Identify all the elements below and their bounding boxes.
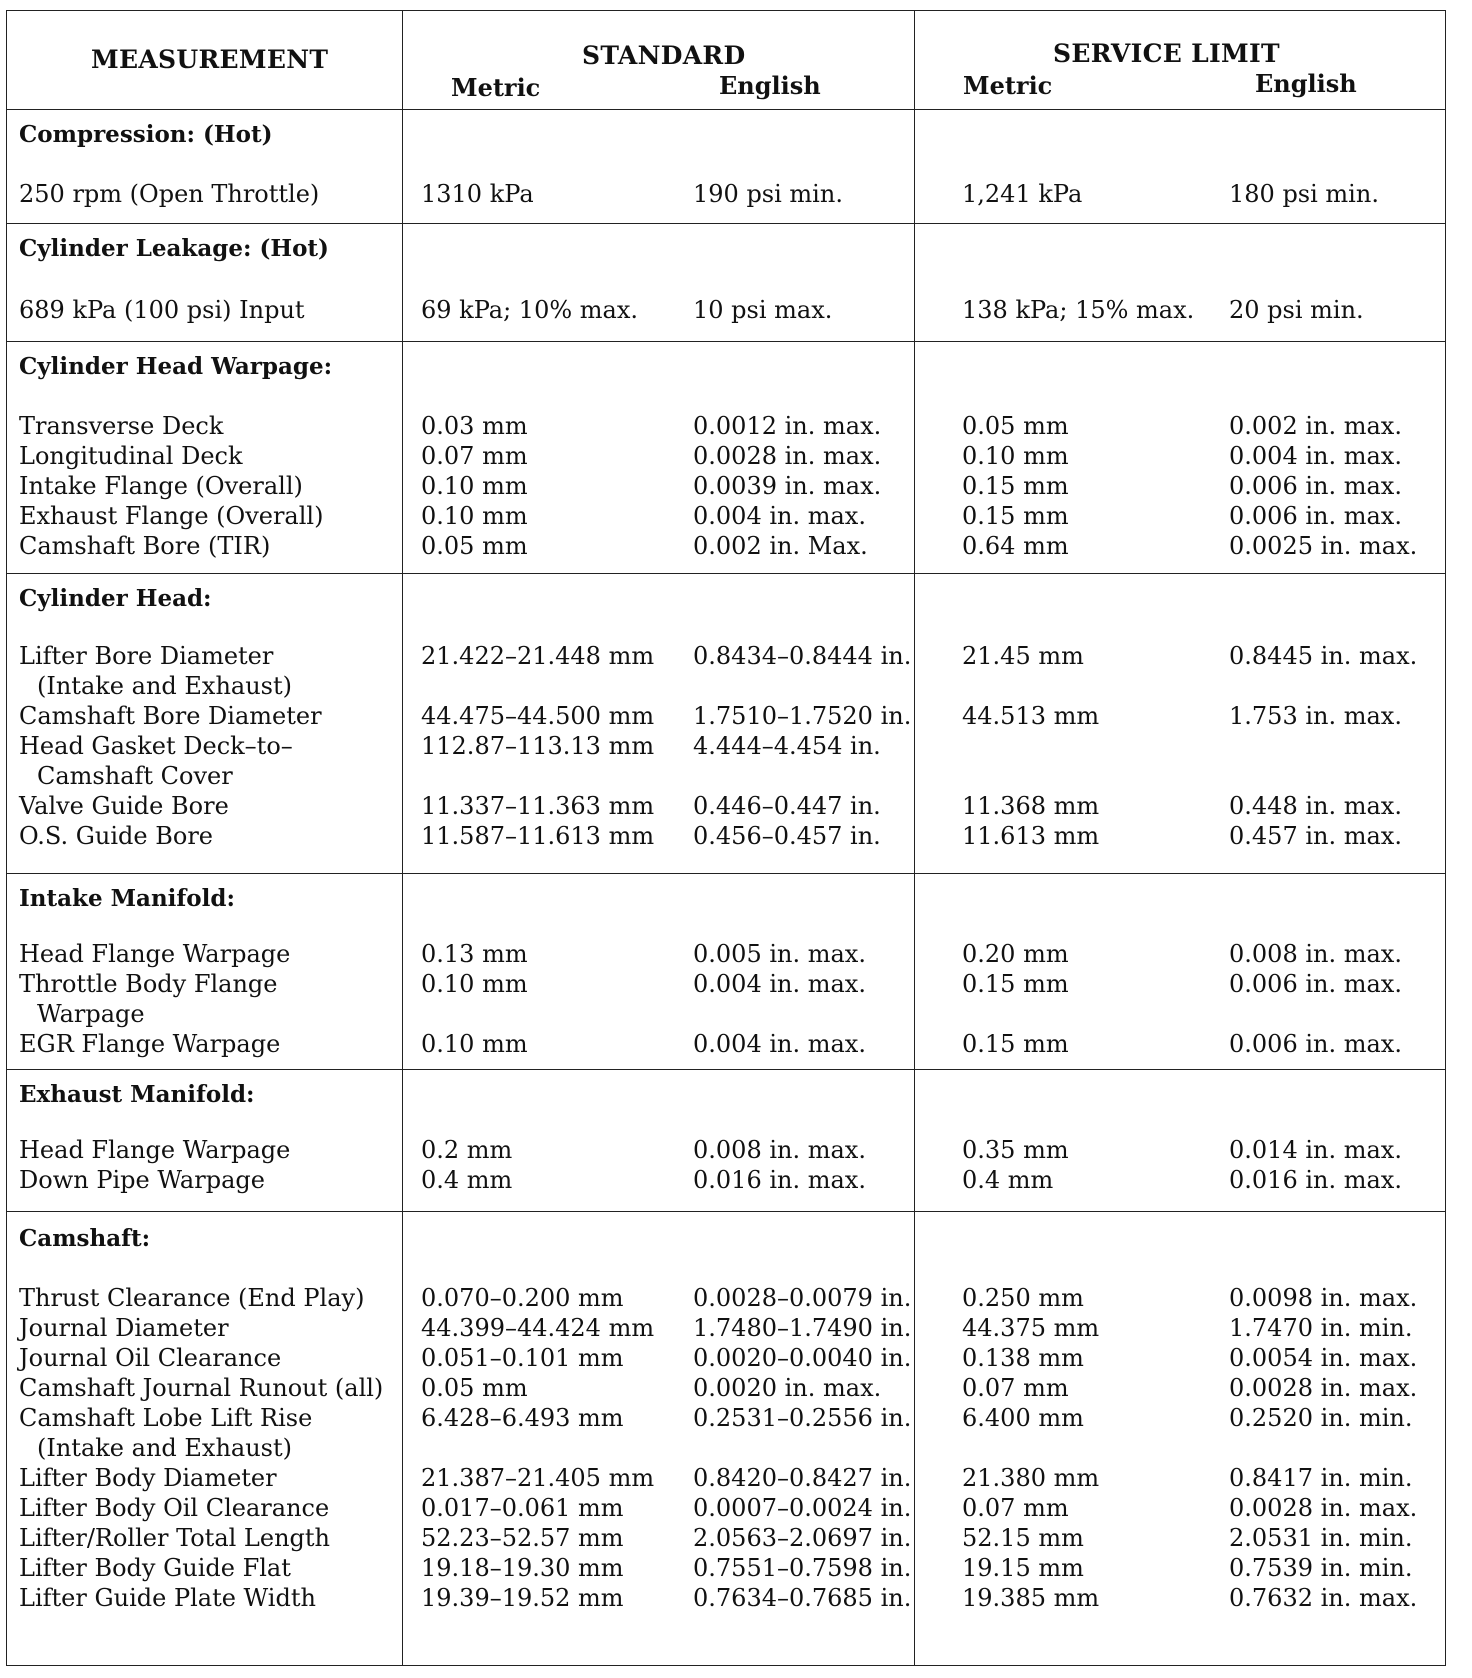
cell-lim-metric: 0.138 mm — [962, 1344, 1084, 1372]
cell-lim-metric: 0.15 mm — [962, 502, 1069, 530]
cell-label: Camshaft Lobe Lift Rise — [19, 1404, 313, 1432]
table-row — [7, 761, 1447, 791]
cell-std-metric: 0.03 mm — [421, 412, 528, 440]
cell-std-metric: 21.387–21.405 mm — [421, 1464, 655, 1492]
cell-std-english: 0.005 in. max. — [693, 940, 866, 968]
cell-lim-english: 0.0098 in. max. — [1229, 1284, 1418, 1312]
table-row — [7, 641, 1447, 671]
table-row — [7, 1165, 1447, 1195]
table-row — [7, 179, 1447, 209]
cell-lim-english: 0.0028 in. max. — [1229, 1494, 1418, 1522]
cell-lim-metric: 0.4 mm — [962, 1166, 1054, 1194]
cell-std-english: 0.7551–0.7598 in. — [693, 1554, 912, 1582]
cell-label: Longitudinal Deck — [19, 442, 243, 470]
cell-std-metric: 0.05 mm — [421, 532, 528, 560]
cell-std-metric: 0.10 mm — [421, 472, 528, 500]
table-row — [7, 411, 1447, 441]
cell-label: (Intake and Exhaust) — [37, 1434, 292, 1462]
cell-label: Exhaust Flange (Overall) — [19, 502, 324, 530]
cell-lim-english: 0.004 in. max. — [1229, 442, 1402, 470]
cell-std-metric: 0.07 mm — [421, 442, 528, 470]
cell-lim-metric: 0.15 mm — [962, 970, 1069, 998]
cell-std-english: 0.0020 in. max. — [693, 1374, 882, 1402]
cell-lim-english: 0.006 in. max. — [1229, 970, 1402, 998]
cell-lim-english: 0.448 in. max. — [1229, 792, 1402, 820]
table-row — [7, 999, 1447, 1029]
cell-std-metric: 69 kPa; 10% max. — [421, 296, 639, 324]
cell-lim-english: 2.0531 in. min. — [1229, 1524, 1413, 1552]
cell-lim-english: 0.016 in. max. — [1229, 1166, 1402, 1194]
cell-label: Head Flange Warpage — [19, 1136, 291, 1164]
cell-std-metric: 0.051–0.101 mm — [421, 1344, 624, 1372]
table-row — [7, 1029, 1447, 1059]
section-title: Intake Manifold: — [19, 885, 235, 912]
cell-std-english: 4.444–4.454 in. — [693, 732, 881, 760]
table-row — [7, 1463, 1447, 1493]
cell-lim-english: 0.006 in. max. — [1229, 1030, 1402, 1058]
cell-lim-metric: 0.07 mm — [962, 1494, 1069, 1522]
cell-std-english: 1.7510–1.7520 in. — [693, 702, 912, 730]
cell-lim-english: 0.0054 in. max. — [1229, 1344, 1418, 1372]
cell-lim-english: 0.0028 in. max. — [1229, 1374, 1418, 1402]
table-row — [7, 1403, 1447, 1433]
cell-std-english: 10 psi max. — [693, 296, 833, 324]
cell-std-metric: 0.4 mm — [421, 1166, 513, 1194]
table-row — [7, 1433, 1447, 1463]
cell-std-metric: 19.39–19.52 mm — [421, 1584, 624, 1612]
cell-lim-english: 0.7539 in. min. — [1229, 1554, 1413, 1582]
cell-label: Camshaft Bore Diameter — [19, 702, 322, 730]
cell-lim-english: 20 psi min. — [1229, 296, 1364, 324]
cell-lim-english: 0.8445 in. max. — [1229, 642, 1418, 670]
cell-label: Lifter Body Guide Flat — [19, 1554, 291, 1582]
table-row — [7, 471, 1447, 501]
cell-lim-english: 0.006 in. max. — [1229, 502, 1402, 530]
cell-lim-english: 0.0025 in. max. — [1229, 532, 1418, 560]
cell-lim-english: 0.8417 in. min. — [1229, 1464, 1413, 1492]
spec-table — [6, 10, 1446, 1666]
header-standard-english: English — [719, 71, 821, 100]
cell-label: O.S. Guide Bore — [19, 822, 214, 850]
header-standard-metric: Metric — [451, 73, 541, 102]
cell-lim-metric: 138 kPa; 15% max. — [962, 296, 1195, 324]
cell-label: (Intake and Exhaust) — [37, 672, 292, 700]
cell-lim-english: 180 psi min. — [1229, 180, 1379, 208]
cell-std-metric: 52.23–52.57 mm — [421, 1524, 624, 1552]
cell-std-english: 190 psi min. — [693, 180, 843, 208]
cell-std-english: 0.0020–0.0040 in. — [693, 1344, 912, 1372]
cell-label: Head Flange Warpage — [19, 940, 291, 968]
cell-lim-metric: 21.380 mm — [962, 1464, 1100, 1492]
cell-label: Throttle Body Flange — [19, 970, 278, 998]
cell-std-metric: 19.18–19.30 mm — [421, 1554, 624, 1582]
cell-lim-metric: 6.400 mm — [962, 1404, 1084, 1432]
cell-label: Camshaft Bore (TIR) — [19, 532, 271, 560]
cell-lim-metric: 19.15 mm — [962, 1554, 1084, 1582]
cell-label: Lifter/Roller Total Length — [19, 1524, 330, 1552]
cell-label: Lifter Body Diameter — [19, 1464, 277, 1492]
section-title: Compression: (Hot) — [19, 121, 273, 148]
table-row — [7, 1493, 1447, 1523]
cell-std-metric: 1310 kPa — [421, 180, 534, 208]
cell-lim-metric: 0.64 mm — [962, 532, 1069, 560]
cell-label: Thrust Clearance (End Play) — [19, 1284, 365, 1312]
cell-lim-metric: 1,241 kPa — [962, 180, 1083, 208]
cell-std-metric: 0.10 mm — [421, 502, 528, 530]
cell-lim-metric: 0.35 mm — [962, 1136, 1069, 1164]
table-row — [7, 295, 1447, 325]
cell-label: Lifter Body Oil Clearance — [19, 1494, 330, 1522]
header-rule — [7, 109, 1445, 110]
cell-label: Journal Oil Clearance — [19, 1344, 282, 1372]
cell-lim-english: 1.753 in. max. — [1229, 702, 1402, 730]
cell-lim-metric: 0.15 mm — [962, 472, 1069, 500]
table-row — [7, 1313, 1447, 1343]
cell-lim-english: 0.008 in. max. — [1229, 940, 1402, 968]
table-row — [7, 1373, 1447, 1403]
cell-lim-metric: 11.368 mm — [962, 792, 1100, 820]
cell-lim-metric: 0.05 mm — [962, 412, 1069, 440]
header-limit-metric: Metric — [963, 71, 1053, 100]
cell-std-metric: 112.87–113.13 mm — [421, 732, 655, 760]
header-measurement: MEASUREMENT — [91, 45, 329, 74]
cell-std-english: 0.0028 in. max. — [693, 442, 882, 470]
header-standard: STANDARD — [582, 41, 746, 70]
cell-lim-english: 0.7632 in. max. — [1229, 1584, 1418, 1612]
cell-std-english: 1.7480–1.7490 in. — [693, 1314, 912, 1342]
cell-std-english: 0.002 in. Max. — [693, 532, 868, 560]
cell-std-english: 0.8434–0.8444 in. — [693, 642, 912, 670]
cell-std-english: 0.004 in. max. — [693, 1030, 866, 1058]
table-row — [7, 1135, 1447, 1165]
cell-lim-metric: 0.10 mm — [962, 442, 1069, 470]
cell-label: Head Gasket Deck–to– — [19, 732, 293, 760]
cell-std-metric: 0.10 mm — [421, 970, 528, 998]
cell-lim-english: 1.7470 in. min. — [1229, 1314, 1413, 1342]
table-row — [7, 501, 1447, 531]
section-title: Cylinder Leakage: (Hot) — [19, 235, 329, 262]
cell-std-english: 2.0563–2.0697 in. — [693, 1524, 912, 1552]
cell-std-metric: 21.422–21.448 mm — [421, 642, 655, 670]
cell-lim-metric: 19.385 mm — [962, 1584, 1100, 1612]
cell-std-english: 0.0039 in. max. — [693, 472, 882, 500]
cell-std-english: 0.004 in. max. — [693, 970, 866, 998]
cell-std-metric: 0.017–0.061 mm — [421, 1494, 624, 1522]
cell-lim-english: 0.002 in. max. — [1229, 412, 1402, 440]
cell-lim-english: 0.006 in. max. — [1229, 472, 1402, 500]
section-title: Camshaft: — [19, 1225, 151, 1252]
cell-std-metric: 0.10 mm — [421, 1030, 528, 1058]
table-row — [7, 1523, 1447, 1553]
cell-std-metric: 0.13 mm — [421, 940, 528, 968]
cell-std-metric: 6.428–6.493 mm — [421, 1404, 624, 1432]
table-row — [7, 791, 1447, 821]
cell-std-metric: 44.475–44.500 mm — [421, 702, 655, 730]
cell-lim-metric: 11.613 mm — [962, 822, 1100, 850]
cell-std-english: 0.004 in. max. — [693, 502, 866, 530]
cell-label: Camshaft Journal Runout (all) — [19, 1374, 384, 1402]
cell-std-english: 0.456–0.457 in. — [693, 822, 881, 850]
cell-label: Lifter Guide Plate Width — [19, 1584, 316, 1612]
cell-std-metric: 44.399–44.424 mm — [421, 1314, 655, 1342]
cell-std-english: 0.7634–0.7685 in. — [693, 1584, 912, 1612]
cell-lim-metric: 0.20 mm — [962, 940, 1069, 968]
section-rule — [7, 873, 1445, 874]
cell-std-metric: 11.587–11.613 mm — [421, 822, 655, 850]
section-rule — [7, 573, 1445, 574]
cell-lim-metric: 0.250 mm — [962, 1284, 1084, 1312]
table-row — [7, 821, 1447, 851]
table-row — [7, 1343, 1447, 1373]
table-row — [7, 1283, 1447, 1313]
section-title: Exhaust Manifold: — [19, 1081, 255, 1108]
cell-lim-metric: 44.375 mm — [962, 1314, 1100, 1342]
cell-lim-english: 0.457 in. max. — [1229, 822, 1402, 850]
cell-std-english: 0.008 in. max. — [693, 1136, 866, 1164]
cell-label: Valve Guide Bore — [19, 792, 229, 820]
cell-label: Transverse Deck — [19, 412, 224, 440]
cell-label: Lifter Bore Diameter — [19, 642, 274, 670]
section-rule — [7, 223, 1445, 224]
table-row — [7, 969, 1447, 999]
table-row — [7, 1583, 1447, 1613]
table-row — [7, 1553, 1447, 1583]
header-limit-english: English — [1255, 69, 1357, 98]
table-row — [7, 441, 1447, 471]
cell-std-english: 0.0012 in. max. — [693, 412, 882, 440]
cell-std-metric: 0.070–0.200 mm — [421, 1284, 624, 1312]
cell-label: Camshaft Cover — [37, 762, 233, 790]
cell-std-metric: 0.05 mm — [421, 1374, 528, 1402]
section-title: Cylinder Head Warpage: — [19, 353, 333, 380]
cell-std-metric: 11.337–11.363 mm — [421, 792, 655, 820]
section-rule — [7, 1211, 1445, 1212]
cell-lim-metric: 0.07 mm — [962, 1374, 1069, 1402]
cell-std-english: 0.0028–0.0079 in. — [693, 1284, 912, 1312]
cell-lim-metric: 44.513 mm — [962, 702, 1100, 730]
table-row — [7, 939, 1447, 969]
table-row — [7, 731, 1447, 761]
cell-lim-english: 0.014 in. max. — [1229, 1136, 1402, 1164]
table-row — [7, 531, 1447, 561]
cell-std-english: 0.016 in. max. — [693, 1166, 866, 1194]
cell-std-english: 0.2531–0.2556 in. — [693, 1404, 912, 1432]
cell-lim-metric: 21.45 mm — [962, 642, 1084, 670]
cell-label: 689 kPa (100 psi) Input — [19, 296, 305, 324]
table-row — [7, 671, 1447, 701]
cell-std-metric: 0.2 mm — [421, 1136, 513, 1164]
cell-label: Warpage — [37, 1000, 145, 1028]
cell-label: Journal Diameter — [19, 1314, 229, 1342]
cell-std-english: 0.8420–0.8427 in. — [693, 1464, 912, 1492]
cell-label: Down Pipe Warpage — [19, 1166, 265, 1194]
cell-std-english: 0.446–0.447 in. — [693, 792, 881, 820]
cell-lim-metric: 52.15 mm — [962, 1524, 1084, 1552]
header-service-limit: SERVICE LIMIT — [1053, 39, 1280, 68]
cell-std-english: 0.0007–0.0024 in. — [693, 1494, 912, 1522]
cell-lim-metric: 0.15 mm — [962, 1030, 1069, 1058]
section-rule — [7, 1069, 1445, 1070]
cell-label: Intake Flange (Overall) — [19, 472, 303, 500]
cell-lim-english: 0.2520 in. min. — [1229, 1404, 1413, 1432]
table-row — [7, 701, 1447, 731]
section-rule — [7, 341, 1445, 342]
cell-label: 250 rpm (Open Throttle) — [19, 180, 320, 208]
section-title: Cylinder Head: — [19, 585, 212, 612]
cell-label: EGR Flange Warpage — [19, 1030, 281, 1058]
